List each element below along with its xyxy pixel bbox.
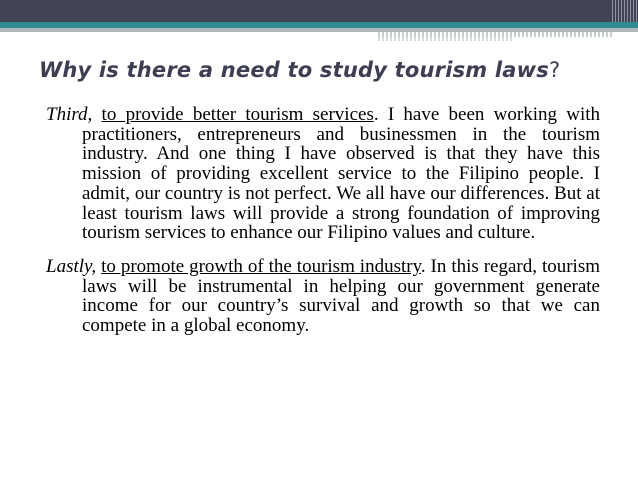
slide-title-text: Why is there a need to study tourism laws xyxy=(39,58,549,82)
underlined-phrase: to provide better tourism services xyxy=(101,104,374,125)
paragraph-lead: Third, xyxy=(46,104,93,125)
top-decor-bar xyxy=(0,0,638,22)
paragraph-third xyxy=(46,105,600,243)
slide-body xyxy=(46,105,600,336)
paragraph-lastly xyxy=(46,257,600,336)
slide-title-mark: ? xyxy=(548,58,561,82)
underlined-phrase: to promote growth of the tourism industry xyxy=(101,255,421,277)
paragraph-text: . I have been working with practitioners, entrepreneurs and businessmen in the tourism industry. And one thing I have observed is that they have this mission of providing excellent service to the Filipino people. I admit, our country is not perfect. We all have our differences. But at least tourism laws will provide a strong foundation of improving tourism services to enhance our Filipino values and culture. xyxy=(82,104,601,244)
slide-title xyxy=(39,58,560,82)
top-decor-stripes xyxy=(612,0,638,22)
paragraph-lead: Lastly, xyxy=(46,255,97,277)
paragraph-text: . In this regard, tourism laws will be instrumental in helping our government generate income for our country’s survival and growth so that we can compete in a global economy. xyxy=(82,255,601,337)
dotted-accent-line-short xyxy=(378,37,514,41)
